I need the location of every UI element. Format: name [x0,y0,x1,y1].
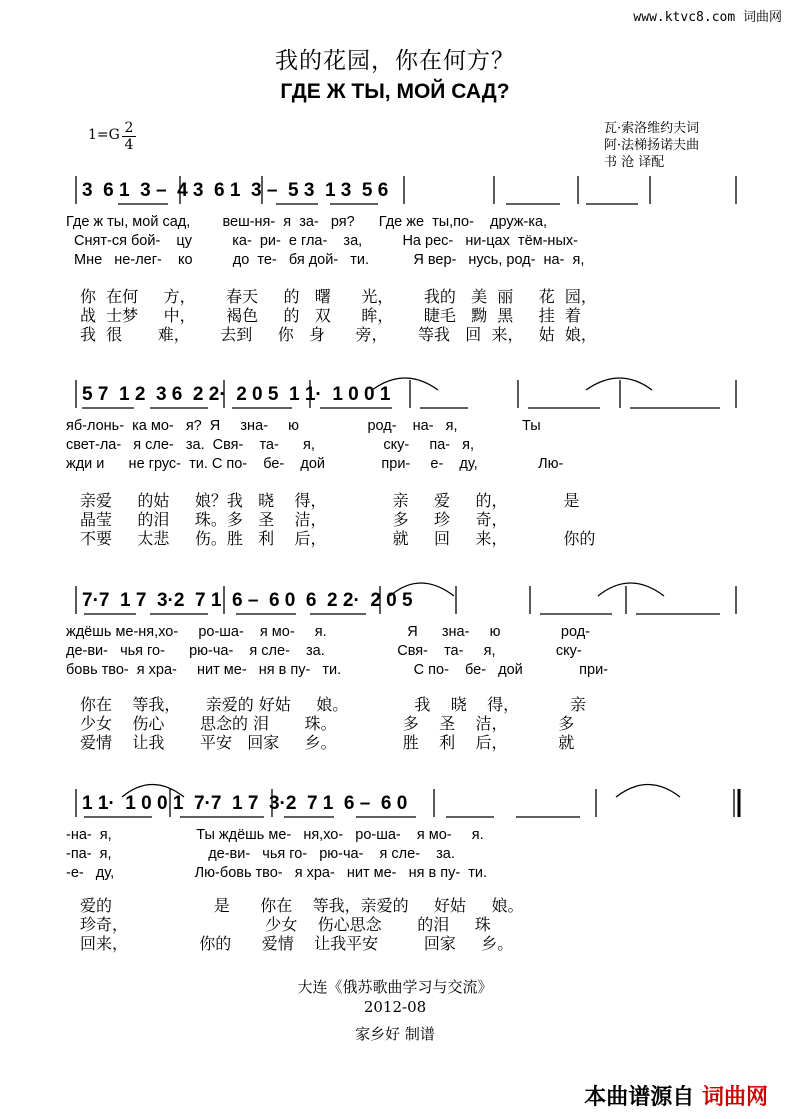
chinese-lyric-line: 爱情 让我 平安 回家 乡。 胜 利 后， 就 [80,733,575,752]
source-banner[interactable] [584,1080,768,1111]
footer-date: 2012-08 [363,998,427,1016]
footer-source: 大连《俄苏歌曲学习与交流》 [297,978,493,996]
footer-maker: 家乡好 制谱 [355,1025,435,1043]
russian-lyric-line: -е- ду, Лю-бовь тво- я хра- нит ме- ня в пу- ти. [66,865,487,881]
chinese-lyric-line: 珍奇， 少女 伤心思念 的泪 珠 [80,915,491,934]
russian-lyric-line: -па- я, де-ви- чья го- рю-ча- я сле- за. [66,846,455,862]
source-banner-prefix: 本曲谱源自 [584,1085,695,1110]
russian-lyric-line: де-ви- чья го- рю-ча- я сле- за. Свя- та- я, ску- [66,643,582,659]
chinese-lyric-line: 你在 等我， 亲爱的 好姑 娘。 我 晓 得， 亲 [80,695,586,714]
russian-lyric-line: ждёшь ме-ня,хо- ро-ша- я мо- я. Я зна- ю род- [66,624,590,640]
credit-composer: 阿·法梯扬诺夫曲 [604,138,700,153]
song-title-chinese: 我的花园，你在何方？ [275,48,515,74]
russian-lyric-line: Снят-ся бой- цу ка- ри- е гла- за, На рес- ни-цах тём-ных- [66,233,578,249]
chinese-lyric-line: 战 士梦 中， 褐色 的 双 眸， 睫毛 黝 黑 挂 着 [80,306,581,325]
chinese-lyric-line: 不要 太悲 伤。胜 利 后， 就 回 来， 你的 [80,529,596,548]
russian-lyric-line: Мне не-лег- ко до те- бя дой- ти. Я вер- нусь, род- на- я, [66,252,585,268]
tie-arc [616,785,680,798]
chinese-lyric-line: 爱的 是 你在 等我，亲爱的 好姑 娘。 [80,896,524,915]
chinese-lyric-line: 亲爱 的姑 娘？我 晓 得， 亲 爱 的， 是 [80,491,580,510]
russian-lyric-line: -на- я, Ты ждёшь ме- ня,хо- ро-ша- я мо- я. [66,827,484,843]
tie-arc [122,785,184,798]
chinese-lyric-line: 晶莹 的泪 珠。多 圣 洁， 多 珍 奇， [80,510,508,529]
russian-lyric-line: Где ж ты, мой сад, веш-ня- я за- ря? Где же ты,по- друж-ка, [66,214,548,230]
tie-arc [586,378,652,390]
key-signature: 1=G [88,127,120,143]
credit-translator: 书 沧 译配 [604,155,665,170]
notation-row-4: 1 1· 1 0 0 1 7·7 1 7 3·2 7 1 6 – 6 0 [82,793,408,814]
source-banner-brand[interactable]: 词曲网 [701,1085,768,1110]
time-signature-denominator: 4 [124,137,134,153]
chinese-lyric-line: 我 很 难， 去到 你 身 旁， 等我 回 来， 姑 娘， [80,325,597,344]
notation-row-3: 7·7 1 7 3·2 7 1 6 – 6 0 6 2 2· 2 0 5 [82,590,413,611]
russian-lyric-line: свет-ла- я сле- за. Свя- та- я, ску- па- я, [66,437,475,453]
song-title-russian: ГДЕ Ж ТЫ, МОЙ САД? [280,80,510,103]
notation-row-1: 3 6 1 3 – 4 3 6 1 3 – 5 3 1 3 5 6 [82,180,389,201]
chinese-lyric-line: 少女 伤心 思念的 泪 珠。 多 圣 洁， 多 [80,714,575,733]
time-signature-numerator: 2 [122,120,136,137]
tie-arc [372,378,438,390]
russian-lyric-line: яб-лонь- ка мо- я? Я зна- ю род- на- я, Ты [66,418,541,434]
site-watermark: www.ktvc8.com 词曲网 [633,10,782,25]
tie-arc [598,583,664,596]
credit-lyricist: 瓦·索洛维约夫词 [604,121,700,136]
notation-row-2: 5 7 1 2 3 6 2 2· 2 0 5 1 1· 1 0 0 1 [82,384,391,405]
russian-lyric-line: жди и не грус- ти. С по- бе- дой при- е- ду, Лю- [66,456,564,472]
chinese-lyric-line: 你 在何 方， 春天 的 曙 光， 我的 美 丽 花 园， [80,287,597,306]
tie-arc [390,583,454,596]
chinese-lyric-line: 回来， 你的 爱情 让我平安 回家 乡。 [80,934,514,953]
russian-lyric-line: бовь тво- я хра- нит ме- ня в пу- ти. С по- бе- дой при- [66,662,609,678]
